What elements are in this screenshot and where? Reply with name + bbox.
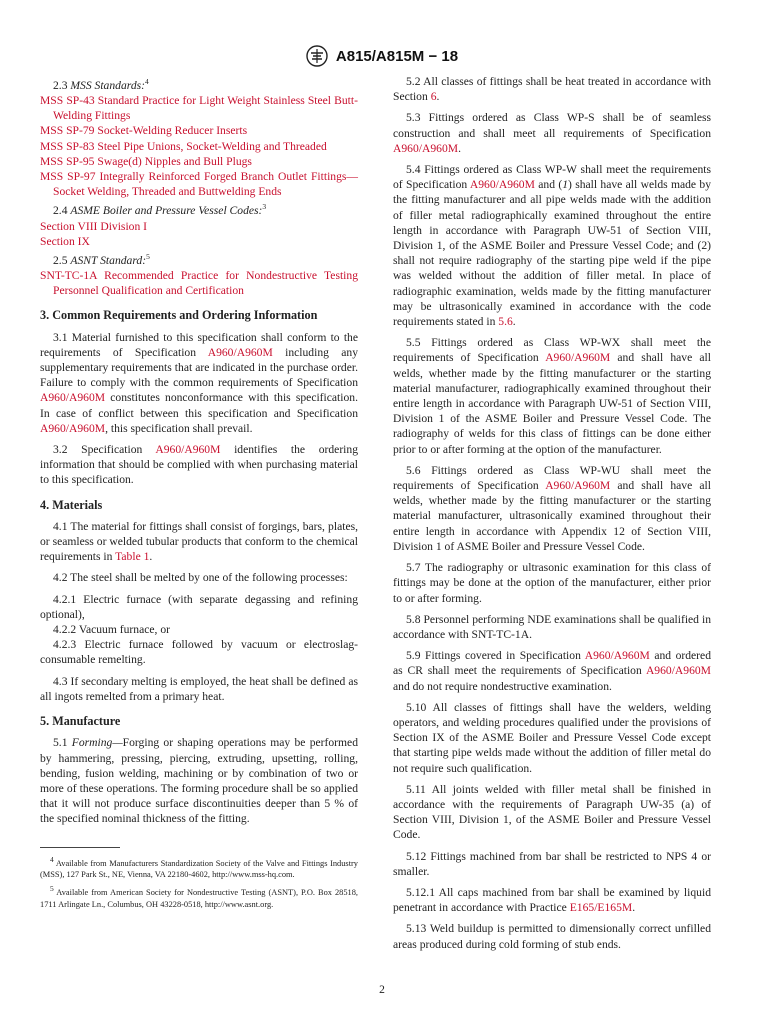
reference-asme-section-viii[interactable]: Section VIII Division I [40,219,148,233]
link-table-1[interactable]: Table 1 [115,550,150,564]
link-a960[interactable]: A960/A960M [155,443,221,457]
paragraph-5-2: 5.2 All classes of fittings shall be heat treated in accordance with Section 6. [393,75,711,104]
paragraph-5-13: 5.13 Weld buildup is permitted to dimensionally correct unfilled areas produced during cold forming of stub ends. [393,922,711,951]
link-section-6[interactable]: 6 [430,90,437,104]
paragraph-4-3: 4.3 If secondary melting is employed, the heat shall be defined as all ingots remelted from a primary heat. [40,674,358,703]
left-column [40,74,358,913]
link-a960[interactable]: A960/A960M [40,421,106,435]
section-4-heading: 4. Materials [40,497,103,512]
right-column [393,74,711,958]
link-a960[interactable]: A960/A960M [393,141,459,155]
paragraph-5-10: 5.10 All classes of fittings shall have the welders, welding operators, and welding procedures qualified under the provisions of Section IX of the ASME Boiler and Pressure Vessel Code except that starting pipe welds made without the addition of filler metal do not require such qualification. [393,700,711,775]
paragraph-4-2: 4.2 The steel shall be melted by one of the following processes: [53,571,348,585]
page-number: 2 [379,984,385,996]
paragraph-5-12-1: 5.12.1 All caps machined from bar shall be examined by liquid penetrant in accordance with Practice E165/E165M. [393,885,711,915]
footnote-divider [40,847,120,848]
paragraph-4-2-3: 4.2.3 Electric furnace followed by vacuum or electroslag-consumable remelting. [40,638,358,667]
link-a960[interactable]: A960/A960M [584,649,650,663]
paragraph-5-5: 5.5 Fittings ordered as Class WP-WX shall meet the requirements of Specification A960/A960M and shall have all welds, whether made by the fitting manufacturer or the starting material manufacturer, radiographically examined throughout their entire length in accordance with Paragraph UW-51 of Section VIII, Division 1 of the ASME Boiler and Pressure Vessel Code. The radiography of welds for this class of fittings can be done either prior to or after forming at the option of the manufacturer. [393,336,711,456]
section-5-heading: 5. Manufacture [40,714,121,729]
link-e165[interactable]: E165/E165M [569,901,633,915]
paragraph-5-1: 5.1 Forming—Forging or shaping operations may be performed by hammering, pressing, piercing, extruding, upsetting, rolling, bending, fusion welding, machining or by combination of two or more of these operations. The forming procedure shall be so applied that it will not produce surface discontinuities deeper than 5 % of the specified nominal thickness of the fitting. [40,736,358,826]
reference-mss-sp-95[interactable]: MSS SP-95 Swage(d) Nipples and Bull Plugs [40,154,252,168]
astm-logo-icon [306,45,328,67]
link-a960[interactable]: A960/A960M [207,345,273,359]
reference-mss-sp-79[interactable]: MSS SP-79 Socket-Welding Reducer Inserts [40,124,248,138]
link-a960[interactable]: A960/A960M [40,391,106,405]
paragraph-4-2-2: 4.2.2 Vacuum furnace, or [53,623,170,637]
paragraph-3-1: 3.1 Material furnished to this specification shall conform to the requirements of Specification A960/A960M including any supplementary requirements that are indicated in the purchase order. Failure to comply with the common requirements of Specification A960/A960M constitutes nonconformance with this specification. In case of conflict between this specification and Specification A960/A960M, this specification shall prevail. [40,330,358,435]
reference-mss-sp-43[interactable]: MSS SP-43 Standard Practice for Light Weight Stainless Steel Butt-Welding Fittings [40,94,358,123]
link-a960[interactable]: A960/A960M [545,479,611,493]
paragraph-5-12: 5.12 Fittings machined from bar shall be restricted to NPS 4 or smaller. [393,849,711,878]
reference-asme-section-ix[interactable]: Section IX [40,234,90,248]
document-designation: A815/A815M − 18 [335,47,459,65]
paragraph-5-7: 5.7 The radiography or ultrasonic examination for this class of fittings may be done at the option of the manufacturer, either prior to or after forming. [393,561,711,605]
link-a960[interactable]: A960/A960M [545,351,611,365]
reference-snt-tc-1a[interactable]: SNT-TC-1A Recommended Practice for Nondestructive Testing Personnel Qualification and Certification [40,269,358,298]
footnote-5: $^5$ Available from American Society for Nondestructive Testing (ASNT), P.O. Box 28518, 1711 Arlingate Ln., Columbus, OH 43228-0518, http://www.asnt.org. [40,884,358,909]
link-a960[interactable]: A960/A960M [645,664,711,678]
section-3-heading: 3. Common Requirements and Ordering Information [40,308,318,323]
paragraph-5-6: 5.6 Fittings ordered as Class WP-WU shall meet the requirements of Specification A960/A960M and shall have all welds, whether made by the fitting manufacturer or the starting material manufacturer, ultrasonically examined throughout their entire length in accordance with Appendix 12 of Section VIII, Division 1 of ASME Boiler and Pressure Vessel Code. [393,463,711,553]
paragraph-5-8: 5.8 Personnel performing NDE examinations shall be qualified in accordance with SNT-TC-1A. [393,612,711,641]
page-header [0,45,764,67]
reference-mss-sp-97[interactable]: MSS SP-97 Integrally Reinforced Forged Branch Outlet Fittings—Socket Welding, Threaded and Buttwelding Ends [40,170,358,199]
paragraph-4-1: 4.1 The material for fittings shall consist of forgings, bars, plates, or seamless or welded tubular products that conform to the chemical requirements in Table 1. [40,519,358,564]
section-2-5-heading: 2.5 ASNT Standard:$^5$ [53,251,150,267]
link-section-5-6[interactable]: 5.6 [498,315,513,329]
paragraph-5-3: 5.3 Fittings ordered as Class WP-S shall be of seamless construction and shall meet all requirements of Specification A960/A960M. [393,111,711,155]
section-2-4-heading: 2.4 ASME Boiler and Pressure Vessel Codes:$^3$ [53,202,267,218]
paragraph-4-2-1: 4.2.1 Electric furnace (with separate degassing and refining optional), [40,592,358,621]
paragraph-3-2: 3.2 Specification A960/A960M identifies the ordering information that should be complied with when purchasing material to this specification. [40,443,358,487]
link-a960[interactable]: A960/A960M [469,178,535,192]
section-2-3-heading: 2.3 MSS Standards:$^4$ [53,77,149,92]
footnote-4: $^4$ Available from Manufacturers Standardization Society of the Valve and Fittings Industry (MSS), 127 Park St., NE, Vienna, VA 22180-4602, http://www.mss-hq.com. [40,854,358,879]
paragraph-5-11: 5.11 All joints welded with filler metal shall be finished in accordance with the requirements of Paragraph UW-35 (a) of Section VIII, Division 1, of the ASME Boiler and Pressure Vessel Code. [393,782,711,842]
reference-mss-sp-83[interactable]: MSS SP-83 Steel Pipe Unions, Socket-Welding and Threaded [40,139,327,153]
paragraph-5-9: 5.9 Fittings covered in Specification A960/A960M and ordered as CR shall meet the requirements of Specification A960/A960M and do not require nondestructive examination. [393,649,711,693]
paragraph-5-4: 5.4 Fittings ordered as Class WP-W shall meet the requirements of Specification A960/A960M and (1) shall have all welds made by the fitting manufacturer and all pipe welds made with the addition of filler metal radiographically examined throughout the entire length in accordance with Paragraph UW-51 of Section VIII, Division 1, of the ASME Boiler and Pressure Vessel Code; and (2) shall not require radiography of the starting pipe weld if the pipe was welded without the addition of filler metal. In place of radiographic examination, welds made by the fitting manufacturer may be ultrasonically examined in accordance with the code requirements stated in 5.6. [393,163,711,329]
